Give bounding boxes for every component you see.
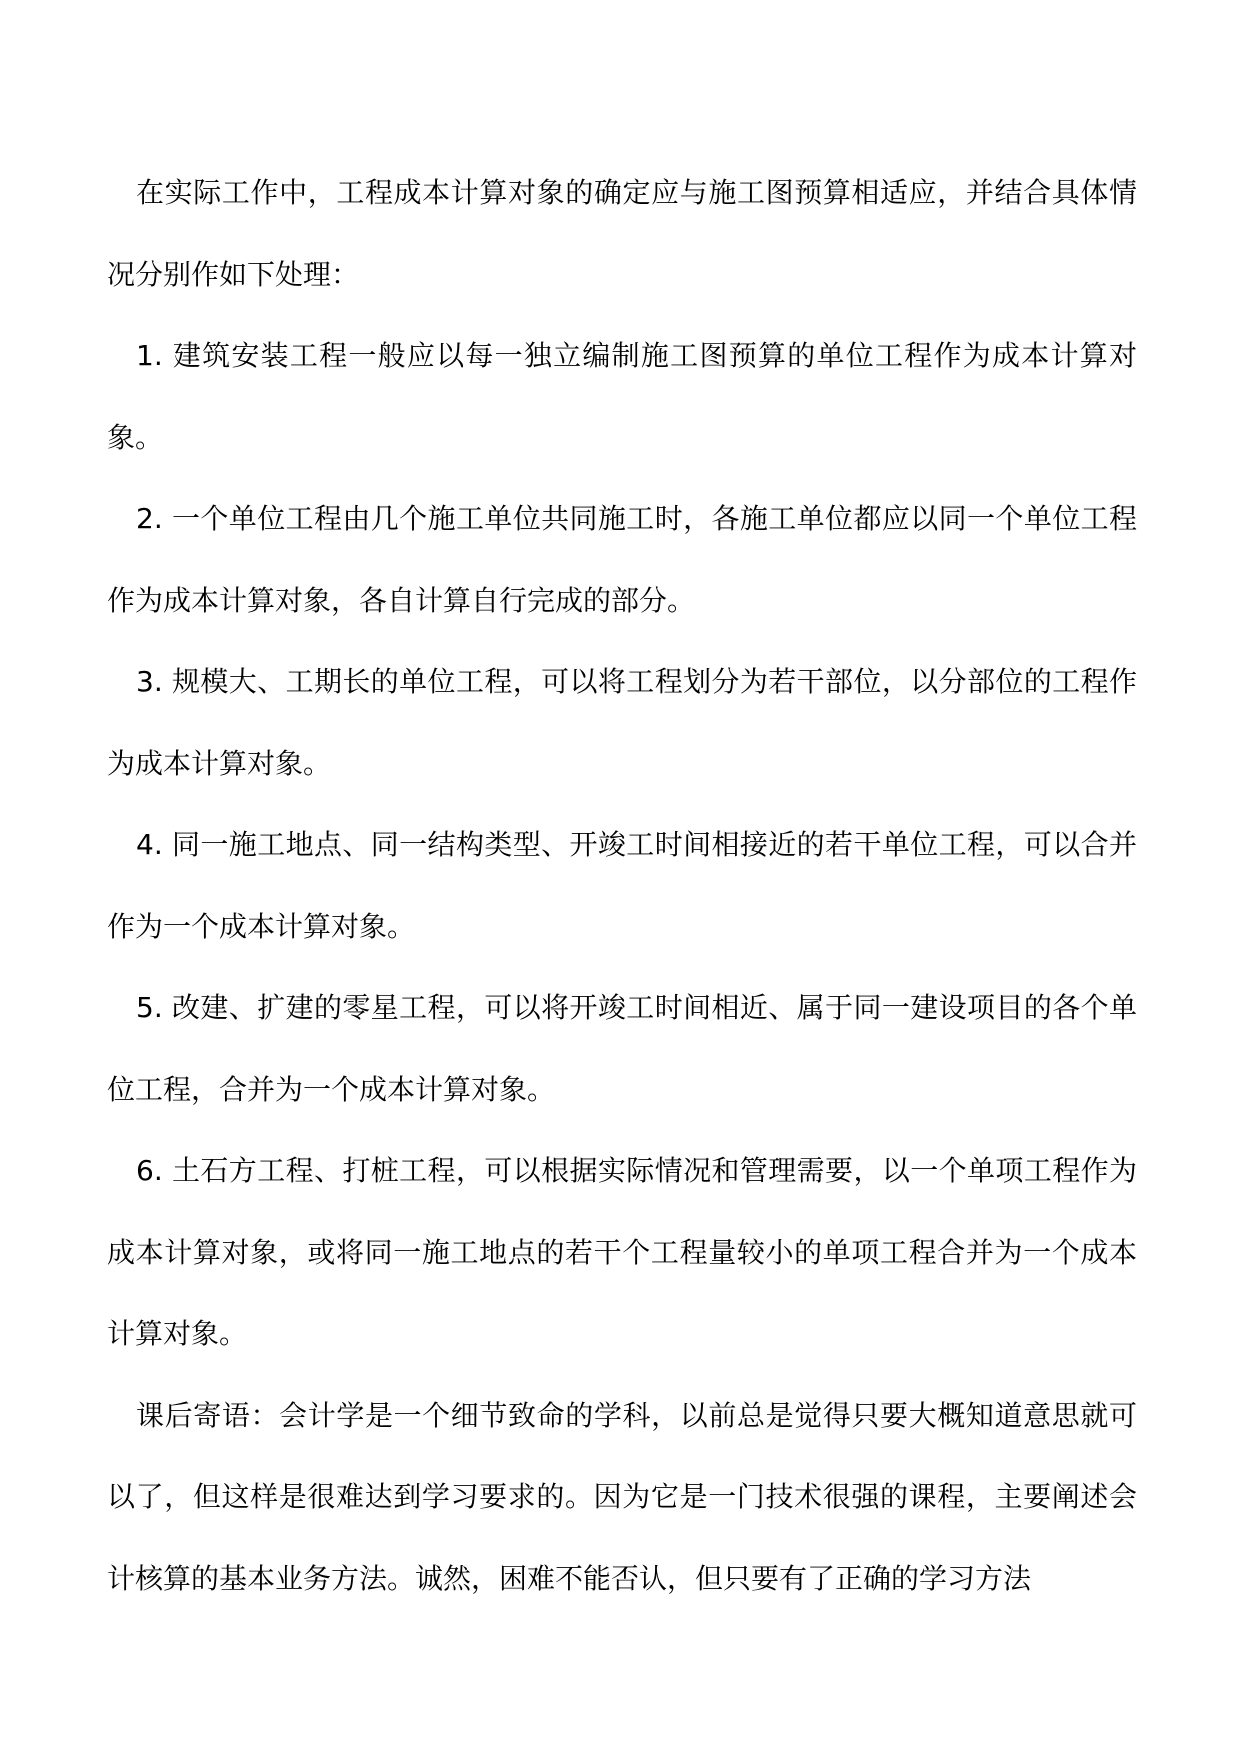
- list-item-4: 4. 同一施工地点、同一结构类型、开竣工时间相接近的若干单位工程，可以合并作为一个成本计算对象。: [107, 828, 1137, 943]
- list-item-5: 5. 改建、扩建的零星工程，可以将开竣工时间相近、属于同一建设项目的各个单位工程，合并为一个成本计算对象。: [107, 991, 1137, 1106]
- list-item-2: 2. 一个单位工程由几个施工单位共同施工时，各施工单位都应以同一个单位工程作为成本计算对象，各自计算自行完成的部分。: [107, 502, 1137, 617]
- list-item-6: 6. 土石方工程、打桩工程，可以根据实际情况和管理需要，以一个单项工程作为成本计算对象，或将同一施工地点的若干个工程量较小的单项工程合并为一个成本计算对象。: [107, 1154, 1137, 1350]
- document-body: [107, 152, 1137, 1619]
- list-item-3: 3. 规模大、工期长的单位工程，可以将工程划分为若干部位，以分部位的工程作为成本计算对象。: [107, 665, 1137, 780]
- intro-paragraph: 在实际工作中，工程成本计算对象的确定应与施工图预算相适应，并结合具体情况分别作如下处理：: [107, 176, 1137, 291]
- afterword-paragraph: 课后寄语：会计学是一个细节致命的学科，以前总是觉得只要大概知道意思就可以了，但这样是很难达到学习要求的。因为它是一门技术很强的课程，主要阐述会计核算的基本业务方法。诚然，困难不能否认，但只要有了正确的学习方法: [107, 1398, 1137, 1595]
- list-item-1: 1. 建筑安装工程一般应以每一独立编制施工图预算的单位工程作为成本计算对象。: [107, 339, 1137, 454]
